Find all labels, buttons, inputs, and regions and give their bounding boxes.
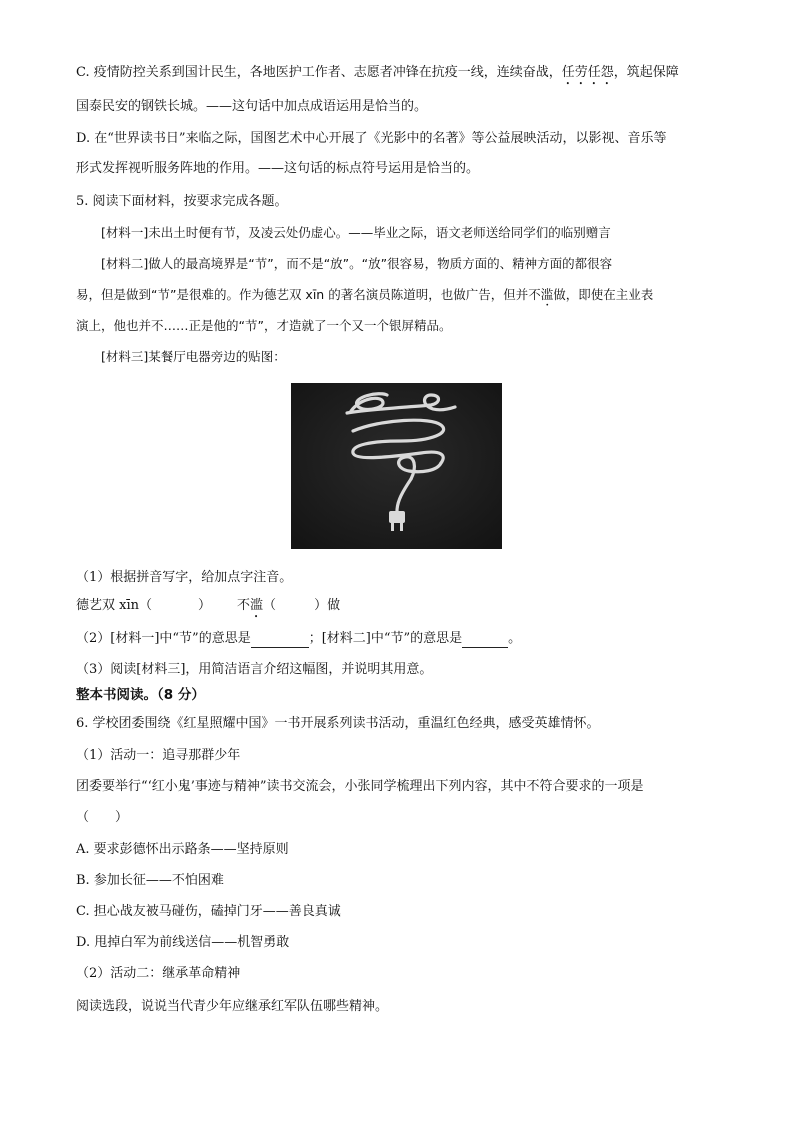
q6-task: 阅读选段，说说当代青少年应继承红军队伍哪些精神。 — [76, 999, 389, 1014]
option-c-line1: C. 疫情防控关系到国计民生，各地医护工作者、志愿者冲锋在抗疫一线，连续奋战，任劳任怨，筑起保障 — [76, 65, 679, 80]
q5-sub1: （1）根据拼音写字，给加点字注音。 — [76, 570, 293, 585]
q6-description: 团委要举行“‘红小鬼’事迹与精神”读书交流会，小张同学梳理出下列内容，其中不符合要求的一项是 — [76, 779, 644, 794]
material-2-line1: [材料二]做人的最高境界是“节”，而不是“放”。“放”很容易，物质方面的、精神方面的都很容 — [101, 256, 613, 271]
q6-activity-1: （1）活动一：追寻那群少年 — [76, 748, 241, 763]
material-2-line2: 易，但是做到“节”是很难的。作为德艺双 xīn 的著名演员陈道明，也做广告，但并不滥做，即使在主业表 — [76, 287, 654, 302]
option-d-line2: 形式发挥视听服务阵地的作用。——这句话的标点符号运用是恰当的。 — [76, 161, 480, 176]
choice-b[interactable]: B. 参加长征——不怕困难 — [76, 873, 224, 888]
q5-fill-line: 德艺双 xīn（ ） 不滥（ ）做 — [76, 598, 341, 613]
q6-activity-2: （2）活动二：继承革命精神 — [76, 966, 241, 981]
material-2-line3: 演上，他也并不……正是他的“节”，才造就了一个又一个银屏精品。 — [76, 318, 452, 333]
dotted-char-fill: 滥 — [250, 598, 264, 613]
energy-saving-sticker-image — [291, 383, 502, 549]
answer-blank-4[interactable] — [462, 633, 508, 648]
choice-c[interactable]: C. 担心战友被马碰伤，磕掉门牙——善良真诚 — [76, 904, 341, 919]
q5-sub2: （2）[材料一]中“节”的意思是 ；[材料二]中“节”的意思是 。 — [76, 631, 522, 646]
q5-title: 5. 阅读下面材料，按要求完成各题。 — [76, 194, 288, 209]
option-d-line1: D. 在“世界读书日”来临之际，国图艺术中心开展了《光影中的名著》等公益展映活动，以影视、音乐等 — [76, 131, 667, 146]
answer-blank-3[interactable] — [251, 633, 309, 648]
choice-a[interactable]: A. 要求彭德怀出示路条——坚持原则 — [76, 842, 289, 857]
jie-character-cord-plug-icon — [291, 383, 502, 549]
option-c-line2: 国泰民安的钢铁长城。——这句话中加点成语运用是恰当的。 — [76, 99, 428, 114]
q5-sub3: （3）阅读[材料三]，用简洁语言介绍这幅图，并说明其用意。 — [76, 662, 433, 677]
material-1: [材料一]未出土时便有节，及凌云处仍虚心。——毕业之际，语文老师送给同学们的临别赠言 — [101, 225, 611, 240]
answer-paren[interactable]: （ ） — [76, 810, 129, 825]
choice-d[interactable]: D. 甩掉白军为前线送信——机智勇敢 — [76, 935, 290, 950]
dotted-char: 滥 — [540, 287, 554, 302]
q6-title: 6. 学校团委围绕《红星照耀中国》一书开展系列读书活动，重温红色经典，感受英雄情怀。 — [76, 716, 600, 731]
dotted-idiom: 任劳任怨 — [561, 65, 614, 80]
material-3: [材料三]某餐厅电器旁边的贴图： — [101, 349, 286, 364]
section-heading: 整本书阅读。（8 分） — [76, 687, 205, 703]
